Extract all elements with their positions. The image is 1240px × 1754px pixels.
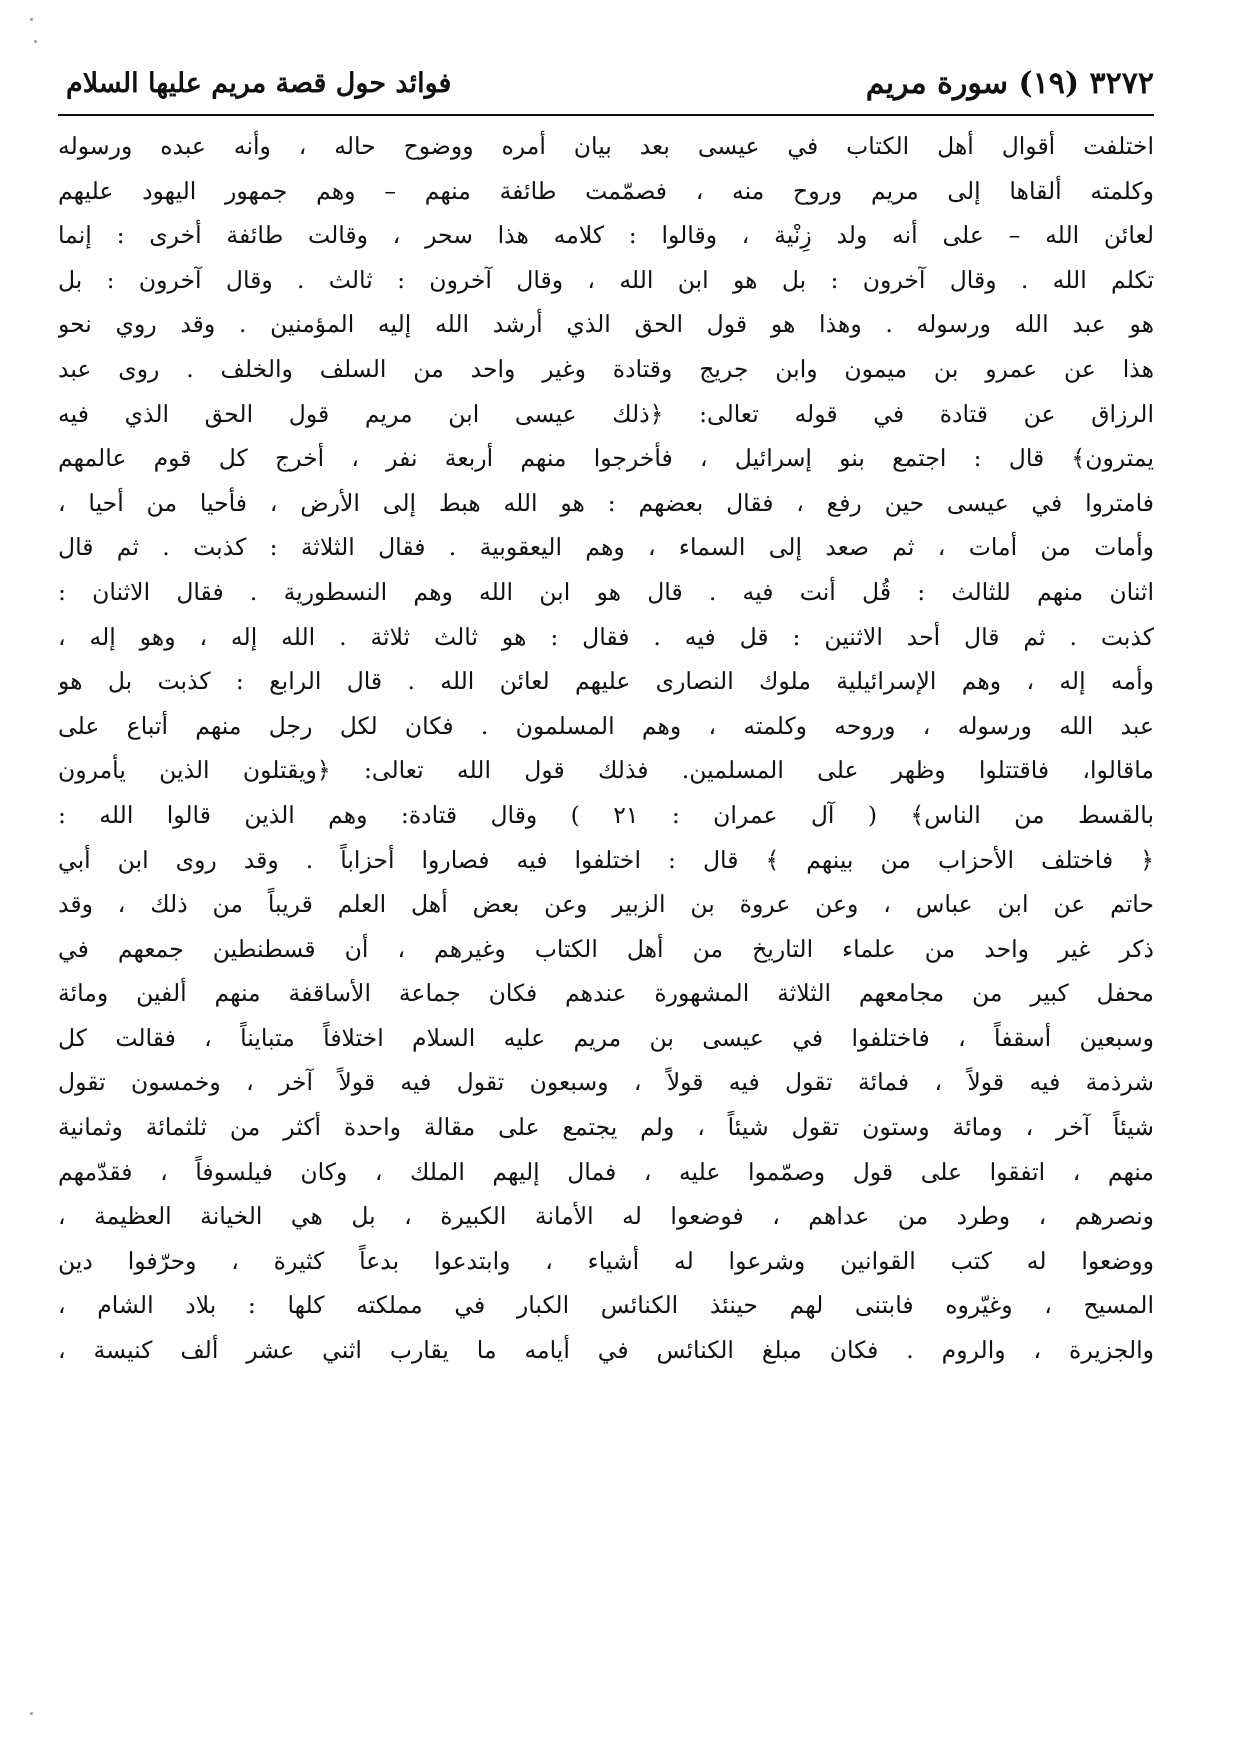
text-line: اختلفت أقوال أهل الكتاب في عيسى بعد بيان أمره ووضوح حاله ، وأنه عبده ورسوله [58,132,1154,160]
text-line: وأمات من أمات ، ثم صعد إلى السماء ، وهم اليعقوبية . فقال الثلاثة : كذبت . ثم قال [58,533,1154,562]
text-line: يمترون﴾ قال : اجتمع بنو إسرائيل ، فأخرجوا منهم أربعة نفر ، أخرج كل قوم عالمهم [58,444,1154,473]
scan-speck [30,1712,33,1715]
text-line: محفل كبير من مجامعهم الثلاثة المشهورة عندهم فكان جماعة الأساقفة منهم ألفين ومائة [58,979,1154,1008]
body-paragraph [58,124,1154,1373]
text-line: بالقسط من الناس﴾ ( آل عمران : ٢١ ) وقال قتادة: وهم الذين قالوا الله : [58,800,1154,829]
text-line: وأمه إله ، وهم الإسرائيلية ملوك النصارى عليهم لعائن الله . قال الرابع : كذبت بل هو [58,667,1154,696]
section-title: فوائد حول قصة مريم عليها السلام [66,68,452,99]
text-line: شيئاً آخر ، ومائة وستون تقول شيئاً ، ولم يجتمع على مقالة واحدة أكثر من ثلثمائة وثمانية [58,1113,1154,1142]
text-line: فامتروا في عيسى حين رفع ، فقال بعضهم : هو الله هبط إلى الأرض ، فأحيا من أحيا ، [58,488,1154,517]
text-line: والجزيرة ، والروم . فكان مبلغ الكنائس في أيامه ما يقارب اثني عشر ألف كنيسة ، [58,1336,1154,1365]
running-header [58,62,1154,114]
text-line: عبد الله ورسوله ، وروحه وكلمته ، وهم المسلمون . فكان لكل رجل منهم أتباع على [58,711,1154,740]
text-line: ونصرهم ، وطرد من عداهم ، فوضعوا له الأمانة الكبيرة ، بل هي الخيانة العظيمة ، [58,1202,1154,1231]
text-line: ﴿ فاختلف الأحزاب من بينهم ﴾ قال : اختلفوا فيه فصاروا أحزاباً . وقد روى ابن أبي [58,845,1154,874]
text-line: تكلم الله . وقال آخرون : بل هو ابن الله ، وقال آخرون : ثالث . وقال آخرون : بل [58,265,1154,294]
text-line: الرزاق عن قتادة في قوله تعالى: ﴿ذلك عيسى ابن مريم قول الحق الذي فيه [58,399,1154,428]
text-line: هو عبد الله ورسوله . وهذا هو قول الحق الذي أرشد الله إليه المؤمنين . وقد روي نحو [58,310,1154,339]
book-page [58,62,1154,1702]
text-line: ماقالوا، فاقتتلوا وظهر على المسلمين. فذلك قول الله تعالى: ﴿ويقتلون الذين يأمرون [58,756,1154,785]
text-line: كذبت . ثم قال أحد الاثنين : قل فيه . فقال : هو ثالث ثلاثة . الله إله ، وهو إله ، [58,622,1154,651]
text-line: منهم ، اتفقوا على قول وصمّموا عليه ، فمال إليهم الملك ، وكان فيلسوفاً ، فقدّمهم [58,1157,1154,1186]
header-rule [58,114,1154,116]
text-line: وسبعين أسقفاً ، فاختلفوا في عيسى بن مريم عليه السلام اختلافاً متبايناً ، فقالت كل [58,1023,1154,1052]
text-line: ذكر غير واحد من علماء التاريخ من أهل الكتاب وغيرهم ، أن قسطنطين جمعهم في [58,934,1154,963]
text-line: وكلمته ألقاها إلى مريم وروح منه ، فصمّمت طائفة منهم – وهم جمهور اليهود عليهم [58,176,1154,205]
text-line: حاتم عن ابن عباس ، وعن عروة بن الزبير وعن بعض أهل العلم قريباً من ذلك ، وقد [58,890,1154,919]
text-line: المسيح ، وغيّروه فابتنى لهم حينئذ الكنائس الكبار في مملكته كلها : بلاد الشام ، [58,1291,1154,1320]
text-line: ووضعوا له كتب القوانين وشرعوا له أشياء ، وابتدعوا بدعاً كثيرة ، وحرّفوا دين [58,1246,1154,1275]
text-line: شرذمة فيه قولاً ، فمائة تقول فيه قولاً ، وسبعون تقول فيه قولاً آخر ، وخمسون تقول [58,1068,1154,1097]
text-line: اثنان منهم للثالث : قُل أنت فيه . قال هو ابن الله وهم النسطورية . فقال الاثنان : [58,577,1154,606]
scan-speck [34,40,37,43]
page-number-and-surah: ٣٢٧٢ (١٩) سورة مريم [865,66,1154,101]
scan-speck [30,18,33,21]
text-line: هذا عن عمرو بن ميمون وابن جريج وقتادة وغير واحد من السلف والخلف . روى عبد [58,354,1154,383]
text-line: لعائن الله – على أنه ولد زِنْية ، وقالوا : كلامه هذا سحر ، وقالت طائفة أخرى : إنما [58,221,1154,250]
